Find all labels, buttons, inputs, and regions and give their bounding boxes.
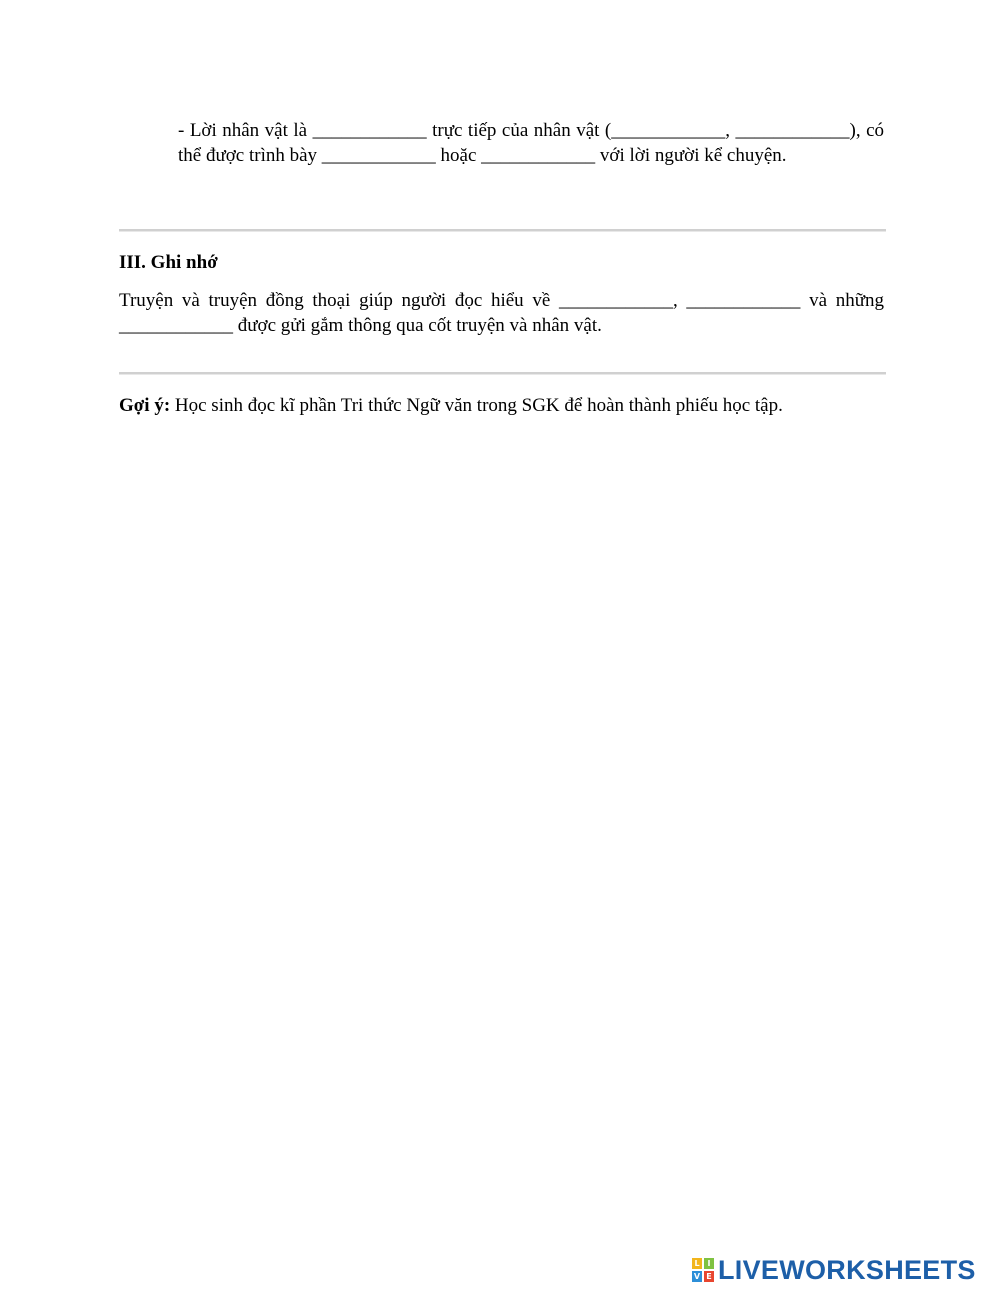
logo-text: LIVEWORKSHEETS bbox=[718, 1254, 976, 1285]
hint-label: Gợi ý: bbox=[119, 395, 171, 416]
section-divider bbox=[119, 372, 886, 375]
character-speech-definition: - Lời nhân vật là ____________ trực tiếp của nhân vật (____________, ____________), có thể được trình bày ____________ hoặc ____________ với lời người kể chuyện. bbox=[178, 120, 884, 166]
logo-tile-l: L bbox=[692, 1258, 702, 1269]
section-divider bbox=[119, 229, 886, 232]
liveworksheets-logo bbox=[692, 1253, 976, 1287]
remember-summary: Truyện và truyện đồng thoại giúp người đọc hiểu về ____________, ____________ và những ____________ được gửi gắm thông qua cốt truyện và nhân vật. bbox=[119, 290, 884, 336]
logo-tile-v: V bbox=[693, 1272, 701, 1281]
live-icon bbox=[692, 1258, 714, 1282]
section-heading-remember: III. Ghi nhớ bbox=[119, 252, 218, 273]
logo-tile-i: I bbox=[704, 1258, 714, 1269]
logo-tile-e: E bbox=[704, 1271, 714, 1282]
hint-text: Học sinh đọc kĩ phần Tri thức Ngữ văn trong SGK để hoàn thành phiếu học tập. bbox=[174, 395, 783, 416]
hint-note bbox=[119, 393, 783, 418]
